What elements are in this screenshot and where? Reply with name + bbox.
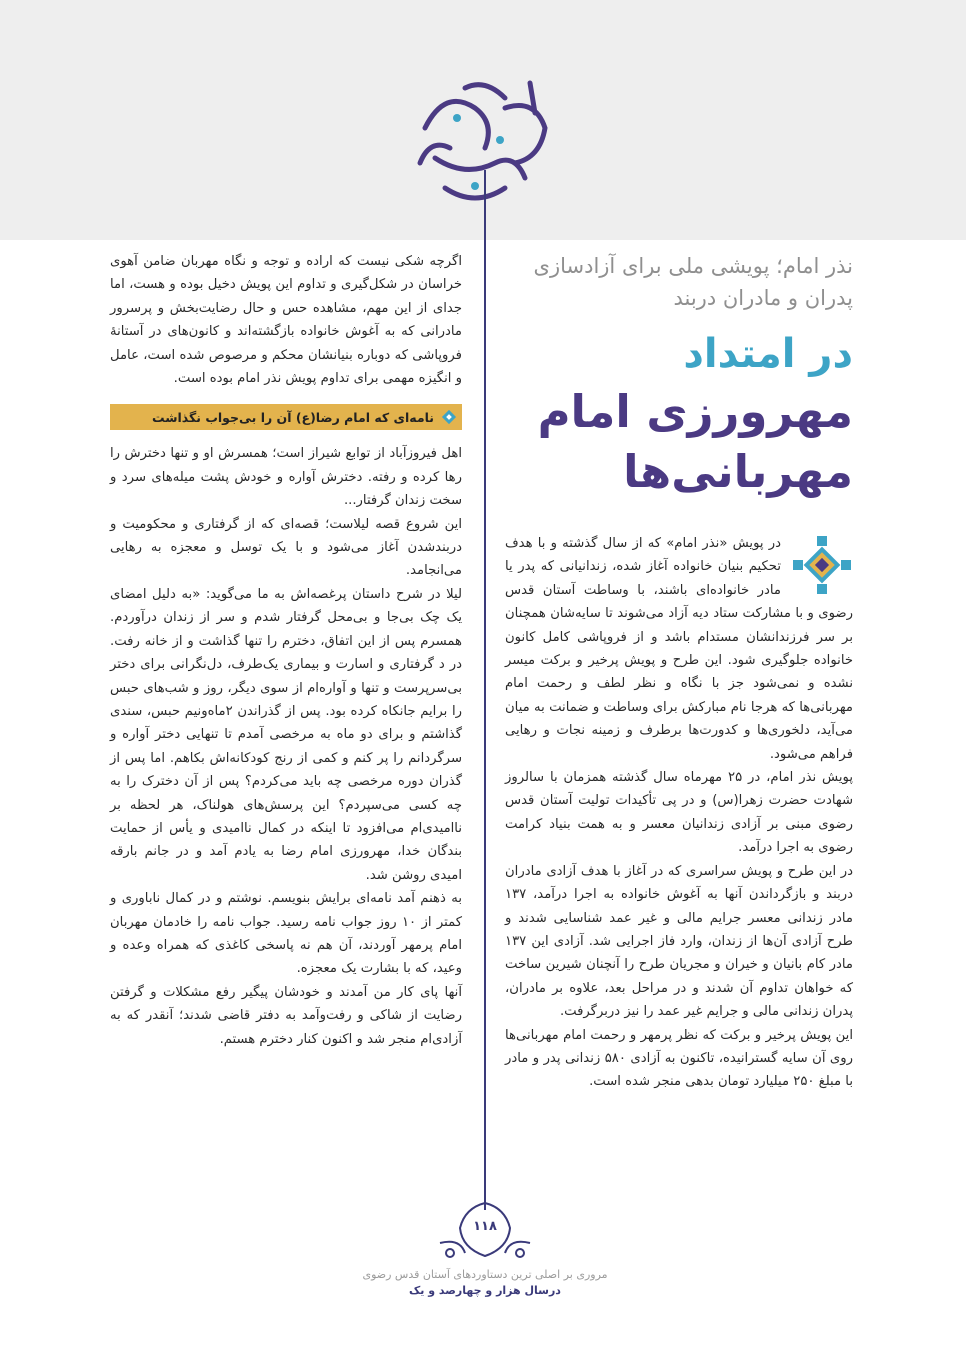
paragraph: در این طرح و پویش سراسری که در آغاز با هدف آزادی مادران دربند و بازگرداندن آنها به آغوش خانواده به اجرا درآمد، ۱۳۷ مادر زندانی معسر جرایم مالی و غیر عمد شناسایی شدند و طرح آزادی آن‌ها از زندان، وارد فاز اجرایی شد. آزادی این ۱۳۷ مادر کام بانیان و خیران و مجریان طرح را آنچنان شیرین ساخت که خواهان تداوم آن شدند و در مراحل بعد، علاوه بر مادران، پدران زندانی مالی و جرایم غیر عمد را نیز دربرگرفت. — [505, 863, 853, 1020]
ornament-icon — [791, 534, 853, 596]
paragraph: پویش نذر امام، در ۲۵ مهرماه سال گذشته همزمان با سالروز شهادت حضرت زهرا(س) و در پی تأکیدات تولیت آستان قدس رضوی مبنی بر آزادی زندانیان معسر و به همت بنیاد کرامت رضوی به اجرا درآمد. — [505, 770, 853, 856]
paragraph: اهل فیروزآباد از توابع شیراز است؛ همسرش او و تنها دخترش را رها کرده و رفته. دخترش آواره و خودش پشت میله‌های سرد و سخت زندان گرفتار... — [110, 446, 462, 509]
paragraph: لیلا در شرح داستان پرغصه‌اش به ما می‌گوید: «به دلیل امضای یک چک بی‌جا و بی‌محل گرفتار شدم و سر از زندان درآوردم. همسرم پس از این اتفاق، دخترم را تنها گذاشت و از خانه رفت. در د گرفتاری و اسارت و بیماری یک‌طرف، دل‌نگرانی برای دختر بی‌سرپرست و تنها و آواره‌ام از سوی دیگر، روز و شب‌های حبس را برایم جانکاه کرده بود. پس از گذراندن ۲ماه‌ونیم حبس، سندی گذاشتم و برای دو ماه به مرخصی آمدم تا تنهایی دختر آواره و سرگردانم را پر کنم و کمی از رنج کودکانه‌اش بکاهم. اما پس از گذران دوره مرخصی چه باید می‌کردم؟ پس از آن دخترک را به چه کسی می‌سپردم؟ این پرسش‌های هولناک، هر لحظه بر ناامیدی‌ام می‌افزود تا اینکه در کمال ناامیدی و یأس از حمایت بندگان خدا، مهرورزی امام رضا به یادم آمد و در جانم بارقه امیدی روشن شد. — [110, 586, 462, 883]
footer-year: درسال هزار و چهارصد و یک — [409, 1284, 561, 1297]
title-line-2: مهرورزی امام — [537, 385, 853, 438]
left-column — [110, 250, 462, 1051]
section-bullet-icon — [440, 408, 458, 426]
title-line-1: در امتداد — [683, 331, 853, 377]
title-line-3: مهربانی‌ها — [623, 445, 853, 498]
article-title — [505, 326, 853, 502]
paragraph: آنها پای کار من آمدند و خودشان پیگیر رفع مشکلات و گرفتن رضایت از شاکی و رفت‌وآمد به دفتر قاضی شدند؛ آنقدر که به آزادی‌ام منجر شد و اکنون کنار دخترم هستم. — [110, 984, 462, 1047]
center-divider — [484, 170, 486, 1210]
paragraph: در پویش «نذر امام» که از سال گذشته و با هدف تحکیم بنیان خانواده آغاز شده، زندانیانی که پدر یا مادر خانواده‌ای باشند، با وساطت آستان قدس رضوی و با مشارکت ستاد دیه آزاد می‌شوند تا سایه‌شان همچنان بر سر فرزندانشان مستدام باشد و از فروپاشی کامل کانون خانواده جلوگیری شود. این طرح و پویش پرخیر و برکت میسر نشده و نمی‌شود جز با نگاه و نظر لطف و رحمت امام مهربانی‌ها که هرجا نام مبارکش برای وساطت و ضمانت به میان می‌آید، دلخوری‌ها و کدورت‌ها برطرف و زمینه نجات و رهایی فراهم می‌شود. — [505, 536, 853, 762]
section-heading — [110, 404, 462, 430]
paragraph: به ذهنم آمد نامه‌ای برایش بنویسم. نوشتم و در کمال ناباوری و کمتر از ۱۰ روز جواب نامه رسید. جواب نامه را خادمان مهربان امام پرمهر آوردند، آن هم نه پاسخی کاغذی که همراه وعده و وعید، که با بشارت یک معجزه. — [110, 891, 462, 977]
paragraph: این شروع قصه لیلاست؛ قصه‌ای که از گرفتاری و محکومیت و دربندشدن آغاز می‌شود و با یک توسل و معجزه به رهایی می‌انجامد. — [110, 516, 462, 579]
section-heading-text: نامه‌ای که امام رضا(ع) آن را بی‌جواب نگذاشت — [151, 409, 434, 425]
article-subtitle: نذر امام؛ پویشی ملی برای آزادسازی پدران و مادران دربند — [533, 254, 853, 310]
footer-caption: مروری بر اصلی ترین دستاوردهای آستان قدس رضوی — [362, 1268, 608, 1281]
page-number: ۱۱۸ — [473, 1219, 497, 1234]
right-column — [505, 250, 853, 1094]
paragraph: اگرچه شکی نیست که اراده و توجه و نگاه مهربان ضامن آهوی خراسان در شکل‌گیری و تداوم این پویش دخیل بوده و هست، اما جدای از این مهم، مشاهده حس و حال رضایت‌بخش و پرسرور مادرانی که به آغوش خانواده بازگشته‌اند و کانون‌های در آستانهٔ فروپاشی که دوباره بنیانشان محکم و مرصوص شده است، عامل و انگیزه مهمی برای تداوم پویش نذر امام بوده است. — [110, 254, 462, 387]
paragraph: این پویش پرخیر و برکت که نظر پرمهر و رحمت امام مهربانی‌ها روی آن سایه گسترانیده، تاکنون به آزادی ۵۸۰ زندانی پدر و مادر با مبلغ ۲۵۰ میلیارد تومان بدهی منجر شده است. — [505, 1027, 853, 1090]
